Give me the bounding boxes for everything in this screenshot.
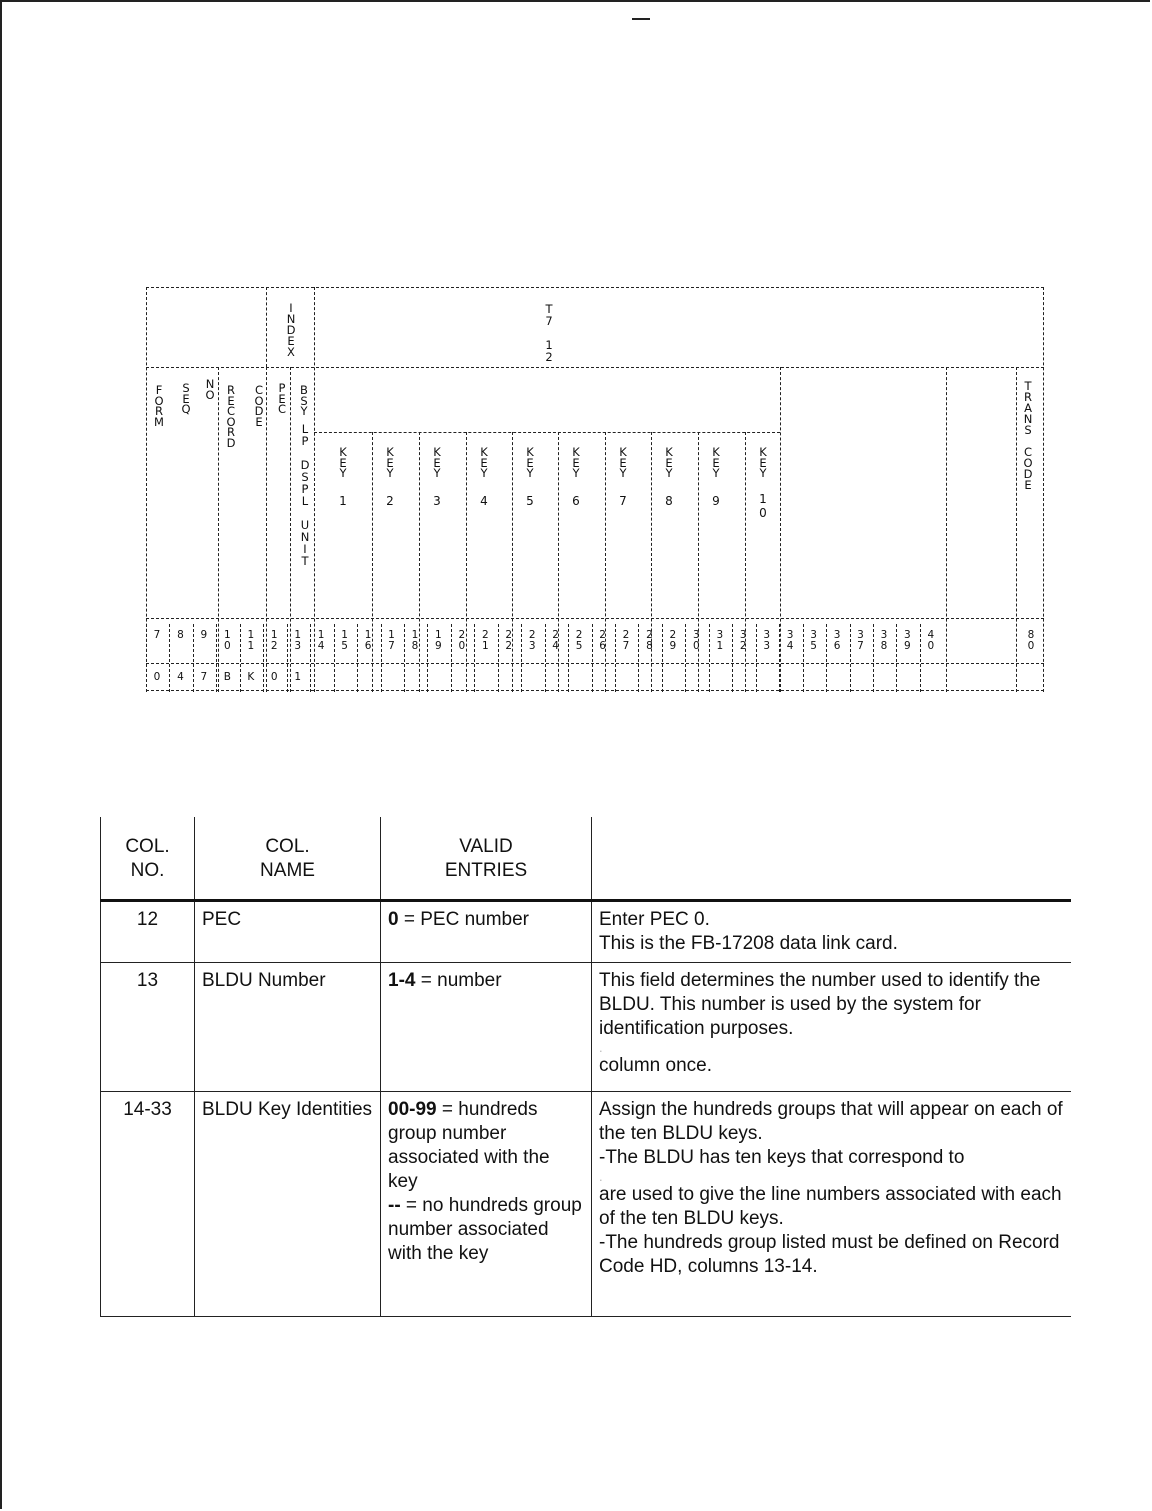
column-number: 2 0 [458, 629, 466, 652]
column-tick-rule [357, 624, 358, 692]
description-cell [592, 963, 1071, 1092]
key-8-label: K E Y [665, 445, 673, 480]
column-number: 3 5 [810, 629, 817, 652]
column-number: 2 8 [646, 629, 653, 652]
description-line: This is the FB-17208 data link card. [599, 933, 898, 954]
col-no-cell: 13 [101, 963, 195, 1092]
column-number: 1 4 [317, 629, 325, 652]
field-label-code: C O D E [254, 383, 264, 429]
key-10-label: K E Y [759, 445, 767, 480]
description-cell [592, 901, 1071, 963]
table-row [101, 963, 1071, 1092]
column-tick-rule [216, 624, 217, 692]
column-description-table [100, 817, 1071, 1317]
field-label-seq: S E Q [181, 381, 191, 416]
column-number: 3 3 [763, 629, 771, 652]
column-tick-rule [263, 624, 264, 692]
valid-key: 00-99 [388, 1099, 437, 1120]
column-tick-rule [685, 624, 686, 692]
prefilled-value: 0 [153, 671, 161, 683]
column-number: 3 1 [716, 629, 724, 652]
column-number: 2 3 [528, 629, 536, 652]
description-line: Assign the hundreds groups that will appear on each of the ten BLDU keys. [599, 1099, 1063, 1144]
col-no-cell: 14-33 [101, 1092, 195, 1317]
key-9-label: K E Y [712, 445, 720, 480]
column-tick-rule [193, 624, 194, 692]
key-divider-rule [466, 432, 467, 692]
form-bottom-rule [146, 690, 1044, 691]
prefilled-value: B [223, 671, 231, 683]
column-tick-rule [896, 624, 897, 692]
description-line: Enter PEC 0. [599, 909, 710, 930]
key-area-bottom-rule [146, 618, 1044, 619]
column-number-80: 8 0 [1027, 629, 1035, 652]
form-code-top: T 7 [545, 302, 553, 328]
column-tick-rule [474, 624, 475, 692]
key-3-number: 3 [433, 494, 441, 508]
key-5-label: K E Y [526, 445, 534, 480]
header-divider-rule [146, 367, 1044, 368]
column-number: 4 0 [927, 629, 935, 652]
column-number: 3 8 [880, 629, 888, 652]
column-tick-rule [240, 624, 241, 692]
key-divider-rule [605, 432, 606, 692]
column-tick-rule [920, 624, 921, 692]
column-number: 1 1 [247, 629, 255, 652]
column-number: 7 [153, 629, 161, 641]
field-label-pec: P E C [277, 381, 287, 416]
header-description [592, 817, 1071, 901]
col-name-cell: BLDU Number [195, 963, 381, 1092]
spare-column-rule [946, 367, 947, 692]
valid-entries-cell [381, 901, 592, 963]
prefilled-value: 7 [200, 671, 208, 683]
key-divider-rule [651, 432, 652, 692]
column-tick-rule [334, 624, 335, 692]
valid-entries-cell [381, 1092, 592, 1317]
column-number: 1 6 [364, 629, 372, 652]
column-tick-rule [287, 624, 288, 692]
column-tick-rule [803, 624, 804, 692]
column-tick-rule [592, 624, 593, 692]
column-tick-rule [451, 624, 452, 692]
column-tick-rule [732, 624, 733, 692]
column-tick-rule [381, 624, 382, 692]
column-tick-rule [826, 624, 827, 692]
column-number: 2 2 [505, 629, 513, 652]
column-tick-rule [521, 624, 522, 692]
key-divider-rule [419, 432, 420, 692]
key-area-right-rule [780, 367, 781, 692]
valid-entries-cell [381, 963, 592, 1092]
key-divider-rule [372, 432, 373, 692]
key-4-label: K E Y [480, 445, 488, 480]
key-4-number: 4 [480, 494, 488, 508]
column-tick-rule [310, 624, 311, 692]
table-row [101, 901, 1071, 963]
number-row-divider-rule [146, 663, 1044, 664]
form-diagram [146, 287, 1046, 692]
column-tick-rule [709, 624, 710, 692]
field-label-no: N O [205, 377, 215, 402]
column-number: 1 9 [435, 629, 442, 652]
column-number: 2 5 [575, 629, 583, 652]
description-line: -The BLDU has ten keys that correspond to [599, 1147, 965, 1168]
column-number: 8 [177, 629, 184, 641]
col-name-cell: BLDU Key Identities [195, 1092, 381, 1317]
valid-key: 0 [388, 909, 399, 930]
column-number: 2 6 [599, 629, 606, 652]
description-faded-line: . [599, 1170, 603, 1183]
column-number: 1 5 [341, 629, 348, 652]
column-number: 1 0 [224, 629, 231, 652]
column-number: 3 2 [739, 629, 747, 652]
key-1-label: K E Y [339, 445, 347, 480]
field-label-form: F O R M [154, 383, 164, 429]
column-number: 2 4 [552, 629, 559, 652]
column-tick-rule [404, 624, 405, 692]
valid-text: = PEC number [398, 909, 529, 930]
key-3-label: K E Y [433, 445, 441, 480]
column-number: 3 0 [693, 629, 700, 652]
column-number: 1 2 [270, 629, 278, 652]
column-number: 3 7 [857, 629, 864, 652]
form-top-rule [146, 287, 1044, 288]
column-number: 2 9 [669, 629, 677, 652]
key-divider-rule [698, 432, 699, 692]
key-9-number: 9 [712, 494, 720, 508]
key-divider-rule [745, 432, 746, 692]
key-1-number: 1 [339, 494, 347, 508]
column-tick-rule [615, 624, 616, 692]
field-label-record: R E C O R D [226, 383, 236, 450]
field-column-rule [218, 367, 219, 692]
valid-text: = hundreds group number associated with the key [388, 1099, 550, 1192]
column-number: 9 [200, 629, 208, 641]
key-2-label: K E Y [386, 445, 394, 480]
field-label-lp-dspl-unit: L P D S P L U N I T [300, 422, 310, 568]
key-6-label: K E Y [572, 445, 580, 480]
index-left-rule [266, 287, 267, 367]
key-divider-rule [512, 432, 513, 692]
prefilled-value: 4 [177, 671, 184, 683]
column-number: 2 7 [622, 629, 630, 652]
column-number: 3 9 [904, 629, 911, 652]
key-2-number: 2 [386, 494, 394, 508]
valid-key: -- [388, 1195, 401, 1216]
column-number: 2 1 [481, 629, 489, 652]
key-7-label: K E Y [619, 445, 627, 480]
valid-key: 1-4 [388, 970, 416, 991]
valid-text: = number [415, 970, 502, 991]
key-8-number: 8 [665, 494, 673, 508]
column-tick-rule [146, 624, 147, 692]
description-line: This field determines the number used to identify the BLDU. This number is used by the system for identification purposes. [599, 970, 1041, 1039]
form-code-bottom: 1 2 [545, 338, 553, 364]
column-tick-rule [873, 624, 874, 692]
column-tick-rule [756, 624, 757, 692]
header-col-name: COL. NAME [195, 817, 381, 901]
key-divider-rule [558, 432, 559, 692]
key-header-rule [314, 432, 780, 433]
trans-code-left-rule [1016, 367, 1017, 692]
description-cell [592, 1092, 1071, 1317]
column-tick-rule [498, 624, 499, 692]
column-number: 1 8 [411, 629, 419, 652]
col-no-cell: 12 [101, 901, 195, 963]
column-number: 1 7 [388, 629, 395, 652]
column-number: 3 4 [786, 629, 794, 652]
index-label: I N D E X [286, 301, 296, 359]
column-number: 3 6 [833, 629, 841, 652]
column-tick-rule [779, 624, 780, 692]
key-10-number: 1 0 [759, 492, 767, 520]
column-number: 1 3 [294, 629, 302, 652]
field-label-trans-code: T R A N S C O D E [1023, 379, 1033, 492]
column-tick-rule [638, 624, 639, 692]
column-tick-rule [427, 624, 428, 692]
form-right-rule [1043, 287, 1044, 692]
description-line: -The hundreds group listed must be defined on Record Code HD, columns 13-14. [599, 1232, 1060, 1277]
key-5-number: 5 [526, 494, 534, 508]
table-row [101, 1092, 1071, 1317]
prefilled-value: 1 [294, 671, 302, 683]
description-line: are used to give the line numbers associated with each of the ten BLDU keys. [599, 1184, 1062, 1229]
description-line: column once. [599, 1055, 713, 1076]
key-7-number: 7 [619, 494, 627, 508]
key-6-number: 6 [572, 494, 580, 508]
column-tick-rule [850, 624, 851, 692]
column-tick-rule [568, 624, 569, 692]
prefilled-value: 0 [270, 671, 278, 683]
valid-text: = no hundreds group number associated with the key [388, 1195, 582, 1264]
header-valid-entries: VALID ENTRIES [381, 817, 592, 901]
column-tick-rule [545, 624, 546, 692]
column-tick-rule [169, 624, 170, 692]
prefilled-value: K [247, 671, 255, 683]
col-name-cell: PEC [195, 901, 381, 963]
top-mark [632, 18, 650, 20]
table-header-row [101, 817, 1071, 901]
header-col-no: COL. NO. [101, 817, 195, 901]
column-tick-rule [662, 624, 663, 692]
description-faded-line: . [599, 1041, 603, 1054]
field-label-bsy: B S Y [300, 383, 308, 418]
